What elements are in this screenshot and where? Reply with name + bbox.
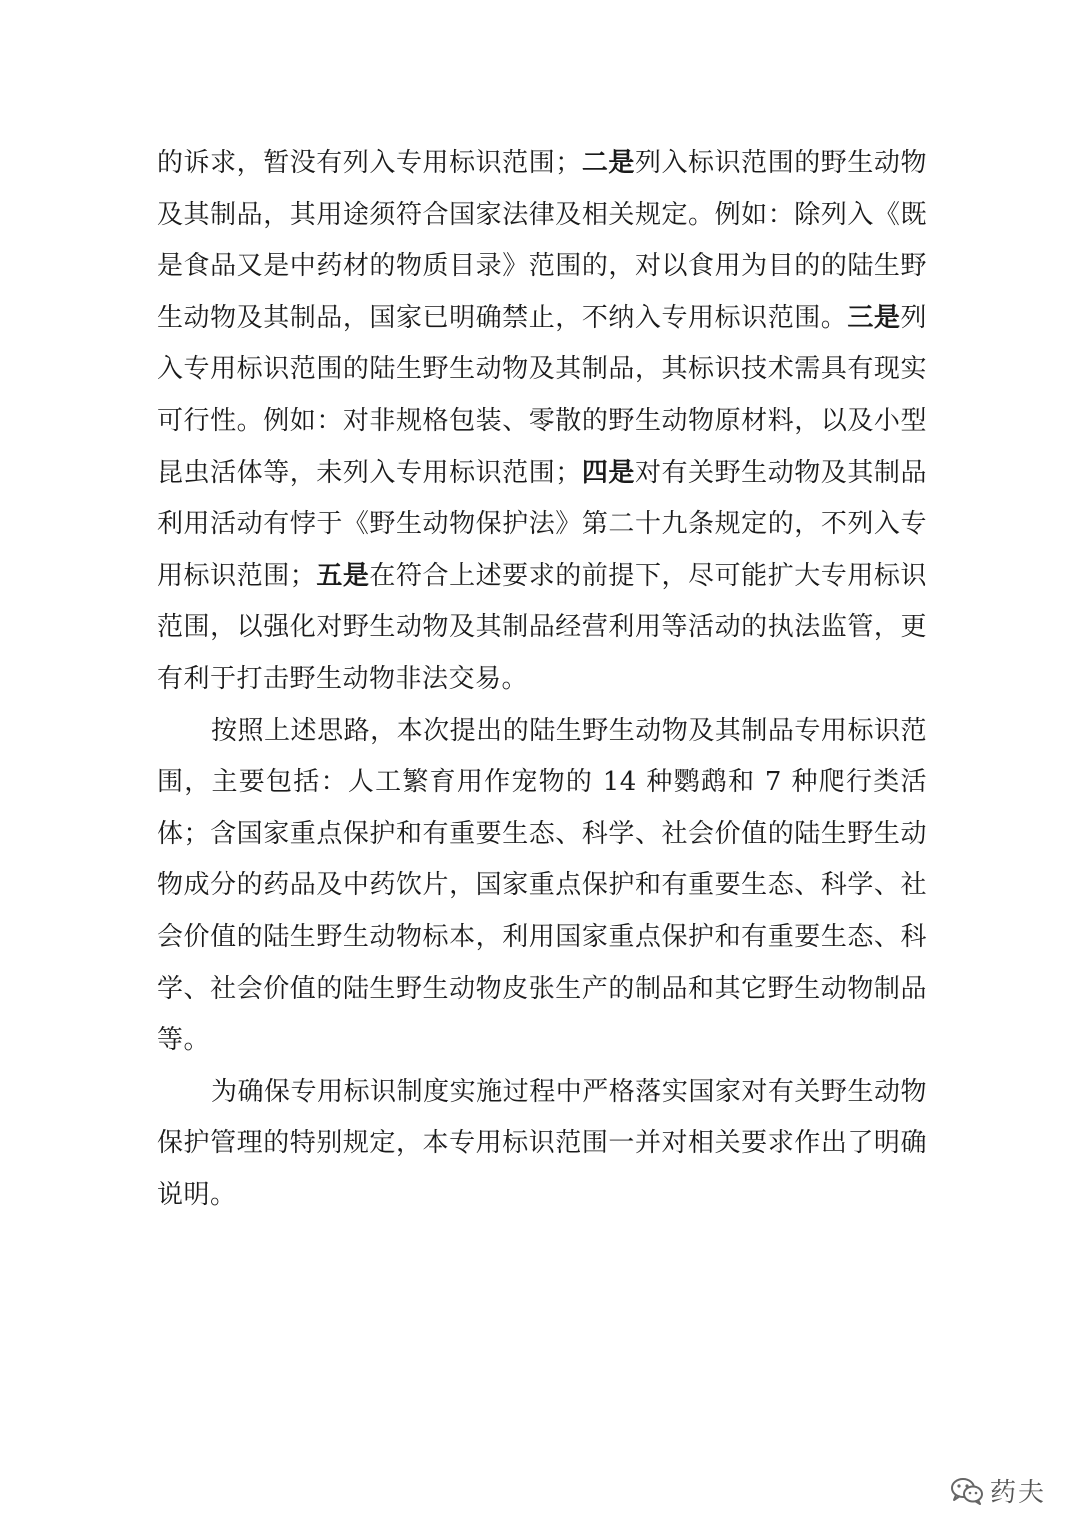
paragraph-requirements	[157, 1067, 927, 1222]
wechat-icon	[950, 1477, 984, 1505]
text-segment: 为确保专用标识制度实施过程中严格落实国家对有关野生动物保护管理的特别规定，本专用标识范围一并对相关要求作出了明确说明。	[157, 1076, 927, 1210]
text-segment: 在符合上述要求的前提下，尽可能扩大专用标识范围，以强化对野生动物及其制品经营利用等活动的执法监管，更有利于打击野生动物非法交易。	[157, 560, 927, 694]
document-body	[157, 138, 927, 1221]
watermark-label: 药夫	[989, 1478, 1046, 1508]
bold-heading-segment: 四是	[581, 457, 635, 488]
paragraph-scope	[157, 706, 927, 1067]
text-segment: 列入标识范围的野生动物及其制品，其用途须符合国家法律及相关规定。例如：除列入《既是食品又是中药材的物质目录》范围的，对以食用为目的的陆生野生动物及其制品，国家已明确禁止，不纳入专用标识范围。	[157, 148, 927, 333]
bold-heading-segment: 三是	[847, 302, 901, 333]
text-segment: 按照上述思路，本次提出的陆生野生动物及其制品专用标识范围，主要包括：人工繁育用作宠物的 14 种鹦鹉和 7 种爬行类活体；含国家重点保护和有重要生态、科学、社会价值的陆生野生动物成分的药品及中药饮片，国家重点保护和有重要生态、科学、社会价值的陆生野生动物标本，利用国家重点保护和有重要生态、科学、社会价值的陆生野生动物皮张生产的制品和其它野生动物制品等。	[157, 715, 927, 1056]
bold-heading-segment: 二是	[581, 148, 635, 178]
bold-heading-segment: 五是	[316, 560, 370, 591]
text-segment: 的诉求，暂没有列入专用标识范围；	[157, 148, 582, 178]
text-segment: 对有关野生动物及其制品利用活动有悖于《野生动物保护法》第二十九条规定的，不列入专用标识范围；	[157, 457, 927, 591]
paragraph-criteria	[157, 138, 927, 706]
text-segment: 列入专用标识范围的陆生野生动物及其制品，其标识技术需具有现实可行性。例如：对非规格包装、零散的野生动物原材料，以及小型昆虫活体等，未列入专用标识范围；	[157, 302, 927, 488]
watermark	[950, 1472, 1046, 1509]
